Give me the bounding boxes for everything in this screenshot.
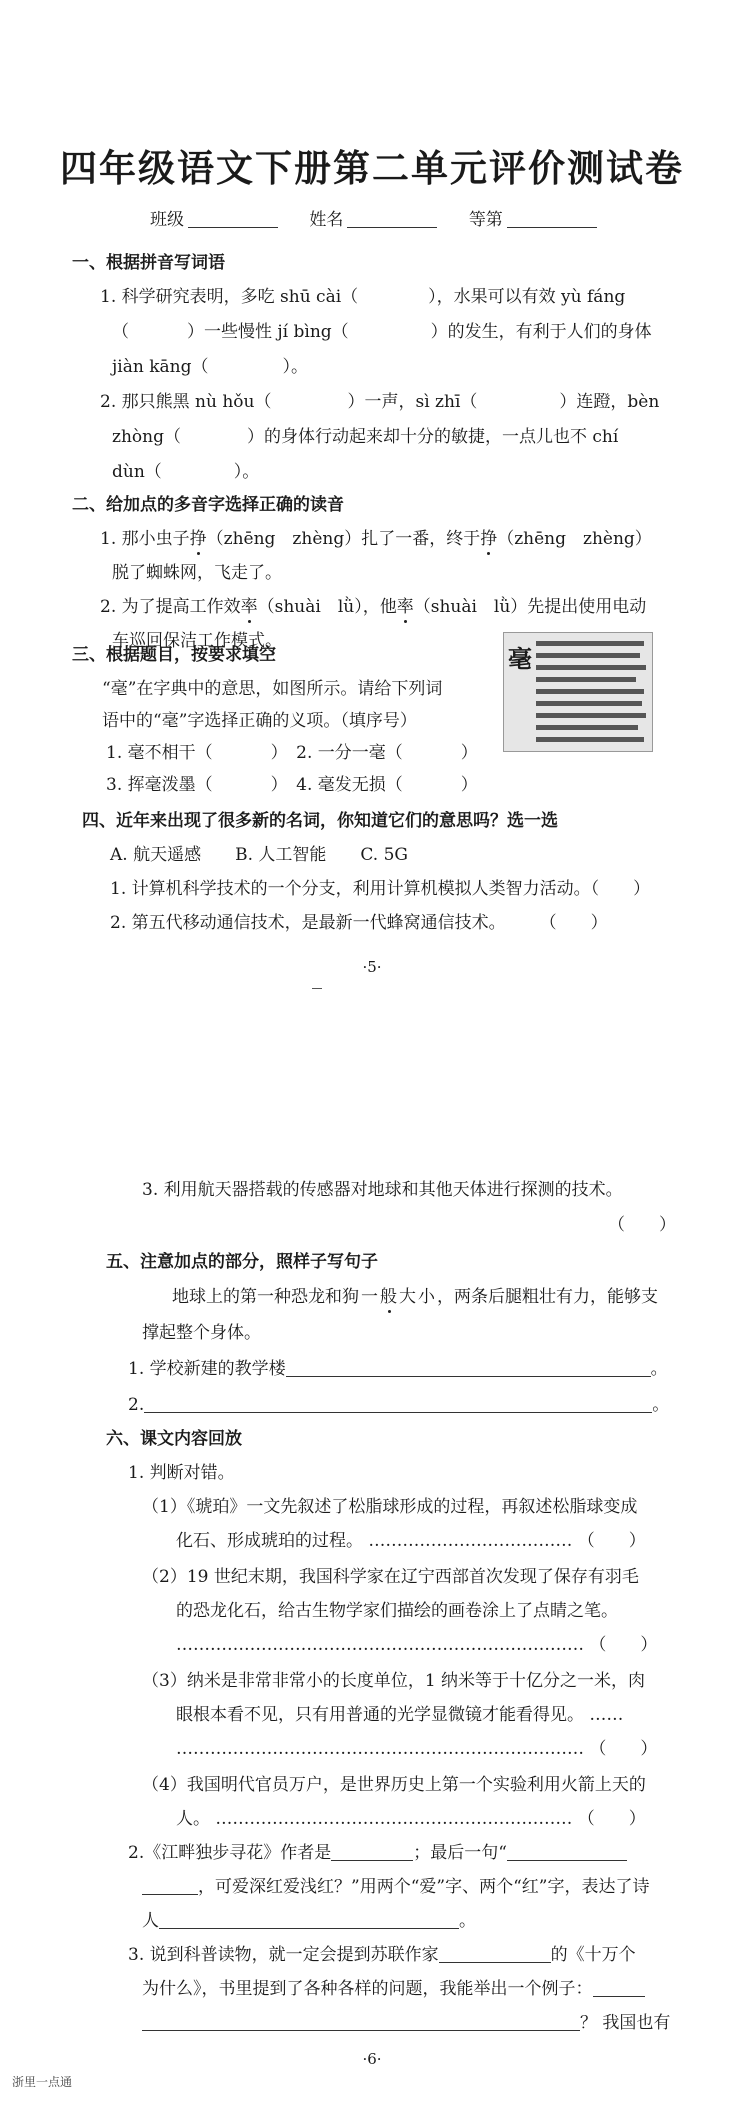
q2-text: 2.《江畔独步寻花》作者是: [128, 1843, 332, 1863]
sec5-s2: [128, 1390, 669, 1415]
sec1-text: dùn（: [112, 462, 162, 482]
sec1-text: ）的身体行动起来却十分的敏捷，一点儿也不 chí: [246, 427, 619, 447]
judge2-line1: （2）19 世纪末期，我国科学家在辽宁西部首次发现了保存有羽毛: [142, 1567, 639, 1587]
sec2-line1: [100, 524, 652, 549]
sentence-prefix: 2.: [128, 1395, 145, 1415]
class-label: 班级: [150, 210, 184, 230]
sec1-text: ）。: [282, 357, 308, 377]
sec1-line5: [112, 422, 618, 447]
sec3-text: ） 2. 一分一毫（: [270, 743, 403, 763]
poem-line-blank-cont[interactable]: [142, 1878, 198, 1895]
sec1-text: 2. 那只熊黑 nù hǒu（: [100, 392, 272, 412]
dotted-char: 挣: [480, 529, 498, 549]
sec2-text: 2. 为了提高工作效: [100, 597, 241, 617]
sec2-line2: 脱了蜘蛛网，飞走了。: [112, 563, 282, 583]
section1-heading: 一、根据拼音写词语: [72, 253, 225, 273]
student-info-row: [150, 205, 623, 230]
sec6-sub1: 1. 判断对错。: [128, 1463, 235, 1483]
name-blank[interactable]: [347, 211, 437, 228]
sec1-text: ），水果可以有效 yù fáng: [428, 287, 626, 307]
sec1-text: ）一些慢性 jí bìng（: [187, 322, 349, 342]
sentence-end: 。: [652, 1395, 670, 1415]
grade-label: 等第: [468, 210, 503, 230]
q3-text: ？ 我国也有: [580, 2013, 671, 2033]
author-blank[interactable]: [331, 1844, 413, 1861]
dict-text-line: [536, 725, 638, 730]
dotted-char: 率: [240, 597, 258, 617]
sec5-s1: [128, 1354, 668, 1379]
section5-heading: 五、注意加点的部分，照样子写句子: [106, 1252, 378, 1272]
sec4-q3: 3. 利用航天器搭载的传感器对地球和其他天体进行探测的技术。: [142, 1180, 623, 1200]
dict-text-line: [536, 737, 644, 742]
sec1-text: jiàn kāng（: [112, 357, 209, 377]
page-number: ·5·: [362, 958, 382, 976]
dotted-char: 率: [396, 597, 414, 617]
sec6-q2-line3: [142, 1906, 476, 1931]
sec1-line1: [100, 282, 625, 307]
dict-text-line: [536, 641, 644, 646]
dotted-phrase: 狗一般大小: [342, 1287, 437, 1307]
class-blank[interactable]: [188, 211, 278, 228]
sec2-line4: 车巡回保洁工作模式。: [112, 631, 282, 651]
example-text: ，两条后腿粗壮有力，能够支: [437, 1287, 658, 1307]
sec4-q1: 1. 计算机科学技术的一个分支，利用计算机模拟人类智力活动。（ ）: [110, 879, 651, 899]
sec4-q2: 2. 第五代移动通信技术，是最新一代蜂窝通信技术。 （ ）: [110, 913, 608, 933]
sec3-line3: [106, 738, 478, 763]
dict-text-line: [536, 713, 646, 718]
footer-watermark: 浙里一点通: [12, 2075, 73, 2089]
sec4-q3-paren: （ ）: [608, 1215, 676, 1235]
sec2-text: （zhēng zhèng）: [497, 529, 652, 549]
sec1-text: ）。: [233, 462, 260, 482]
judge3-line3: ……………………………………………………………… （ ）: [176, 1739, 658, 1759]
sentence-blank[interactable]: [144, 1396, 652, 1413]
sec1-line2: [112, 317, 652, 342]
dict-character: 毫: [508, 644, 532, 673]
exam-title: 四年级语文下册第二单元评价测试卷: [60, 147, 684, 190]
judge3-line2: 眼根本看不见，只有用普通的光学显微镜才能看得见。 ……: [176, 1705, 624, 1725]
q3-text: 为什么》，书里提到了各种各样的问题，我能举出一个例子：: [142, 1979, 593, 1999]
example-text: 地球上的第一种恐龙和: [172, 1287, 342, 1307]
sec1-text: （: [112, 322, 129, 342]
dict-text-line: [536, 665, 646, 670]
q2-text: 人: [142, 1911, 159, 1931]
q2-text: ；最后一句“: [413, 1843, 507, 1863]
section6-heading: 六、课文内容回放: [106, 1429, 242, 1449]
judge2-line2: 的恐龙化石，给古生物学家们描绘的画卷涂上了点睛之笔。: [176, 1601, 618, 1621]
sec6-q2-line1: [128, 1838, 627, 1863]
sec3-line2: 语中的“毫”字选择正确的义项。（填序号）: [102, 711, 417, 731]
example-blank-cont[interactable]: [142, 2014, 580, 2031]
sec1-text: zhòng（: [112, 427, 181, 447]
sec6-q3-line3: [142, 2008, 670, 2033]
sec2-text: （zhēng zhèng）扎了一番，终于: [206, 529, 481, 549]
judge1-line2: 化石、形成琥珀的过程。 ……………………………… （ ）: [176, 1531, 646, 1551]
dict-text-line: [536, 653, 640, 658]
sec1-text: 1. 科学研究表明，多吃 shū cài（: [100, 287, 359, 307]
page-6: [0, 1150, 744, 2070]
dotted-char: 挣: [189, 529, 207, 549]
name-label: 姓名: [309, 210, 344, 230]
dict-text-line: [536, 701, 642, 706]
page-number: ·6·: [362, 2050, 382, 2068]
sentence-end: 。: [650, 1359, 668, 1379]
q3-text: 的《十万个: [550, 1945, 636, 1965]
sec2-text: 1. 那小虫子: [100, 529, 190, 549]
sec4-options: A. 航天遥感 B. 人工智能 C. 5G: [110, 845, 408, 865]
sec2-text: （shuài lǜ），他: [257, 597, 397, 617]
page-5: [0, 0, 744, 1005]
page-mark: [312, 988, 322, 989]
writer-blank[interactable]: [439, 1946, 551, 1963]
feeling-blank[interactable]: [159, 1912, 459, 1929]
judge1-line1: （1）《琥珀》一文先叙述了松脂球形成的过程，再叙述松脂球变成: [142, 1497, 638, 1517]
sec6-q3-line2: [142, 1974, 645, 1999]
sec3-line4: [106, 770, 478, 795]
dict-text-line: [536, 689, 644, 694]
sec2-text: （shuài lǜ）先提出使用电动: [413, 597, 647, 617]
sec1-line4: [100, 387, 659, 412]
sec3-text: 3. 挥毫泼墨（: [106, 775, 213, 795]
poem-line-blank[interactable]: [507, 1844, 627, 1861]
sec6-q2-line2: [142, 1872, 649, 1897]
q2-text: 。: [459, 1911, 476, 1931]
q2-text: ，可爱深红爱浅红？”用两个“爱”字、两个“红”字，表达了诗: [198, 1877, 650, 1897]
section4-heading: 四、近年来出现了很多新的名词，你知道它们的意思吗？选一选: [82, 811, 558, 831]
sec2-line3: [100, 592, 646, 617]
sec1-text: ）一声，sì zhī（: [347, 392, 478, 412]
judge4-line2: 人。 ……………………………………………………… （ ）: [176, 1809, 646, 1829]
sec3-line1: “毫”在字典中的意思，如图所示。请给下列词: [102, 679, 443, 699]
grade-blank[interactable]: [507, 211, 597, 228]
sec5-example-line1: [172, 1282, 658, 1307]
example-blank[interactable]: [593, 1980, 645, 1997]
sentence-prefix: 1. 学校新建的教学楼: [128, 1359, 286, 1379]
sec3-text: 1. 毫不相干（: [106, 743, 213, 763]
sec1-text: ）连蹬，bèn: [559, 392, 660, 412]
sec6-q3-line1: [128, 1940, 636, 1965]
sec1-text: ）的发生，有利于人们的身体: [430, 322, 652, 342]
sentence-blank[interactable]: [286, 1360, 651, 1377]
dictionary-entry-image: [503, 632, 653, 752]
sec1-line3: [112, 352, 308, 377]
judge3-line1: （3）纳米是非常非常小的长度单位，1 纳米等于十亿分之一米，肉: [142, 1671, 646, 1691]
dict-text-line: [536, 677, 636, 682]
judge2-line3: ……………………………………………………………… （ ）: [176, 1635, 658, 1655]
judge4-line1: （4）我国明代官员万户，是世界历史上第一个实验利用火箭上天的: [142, 1775, 646, 1795]
section3-heading: 三、根据题目，按要求填空: [72, 645, 276, 665]
section2-heading: 二、给加点的多音字选择正确的读音: [72, 495, 344, 515]
sec1-line6: [112, 457, 259, 482]
sec5-example-line2: 撑起整个身体。: [142, 1323, 261, 1343]
q3-text: 3. 说到科普读物，就一定会提到苏联作家: [128, 1945, 439, 1965]
sec3-text: ）: [460, 743, 478, 763]
sec3-text: ） 4. 毫发无损（: [270, 775, 403, 795]
sec3-text: ）: [460, 775, 478, 795]
